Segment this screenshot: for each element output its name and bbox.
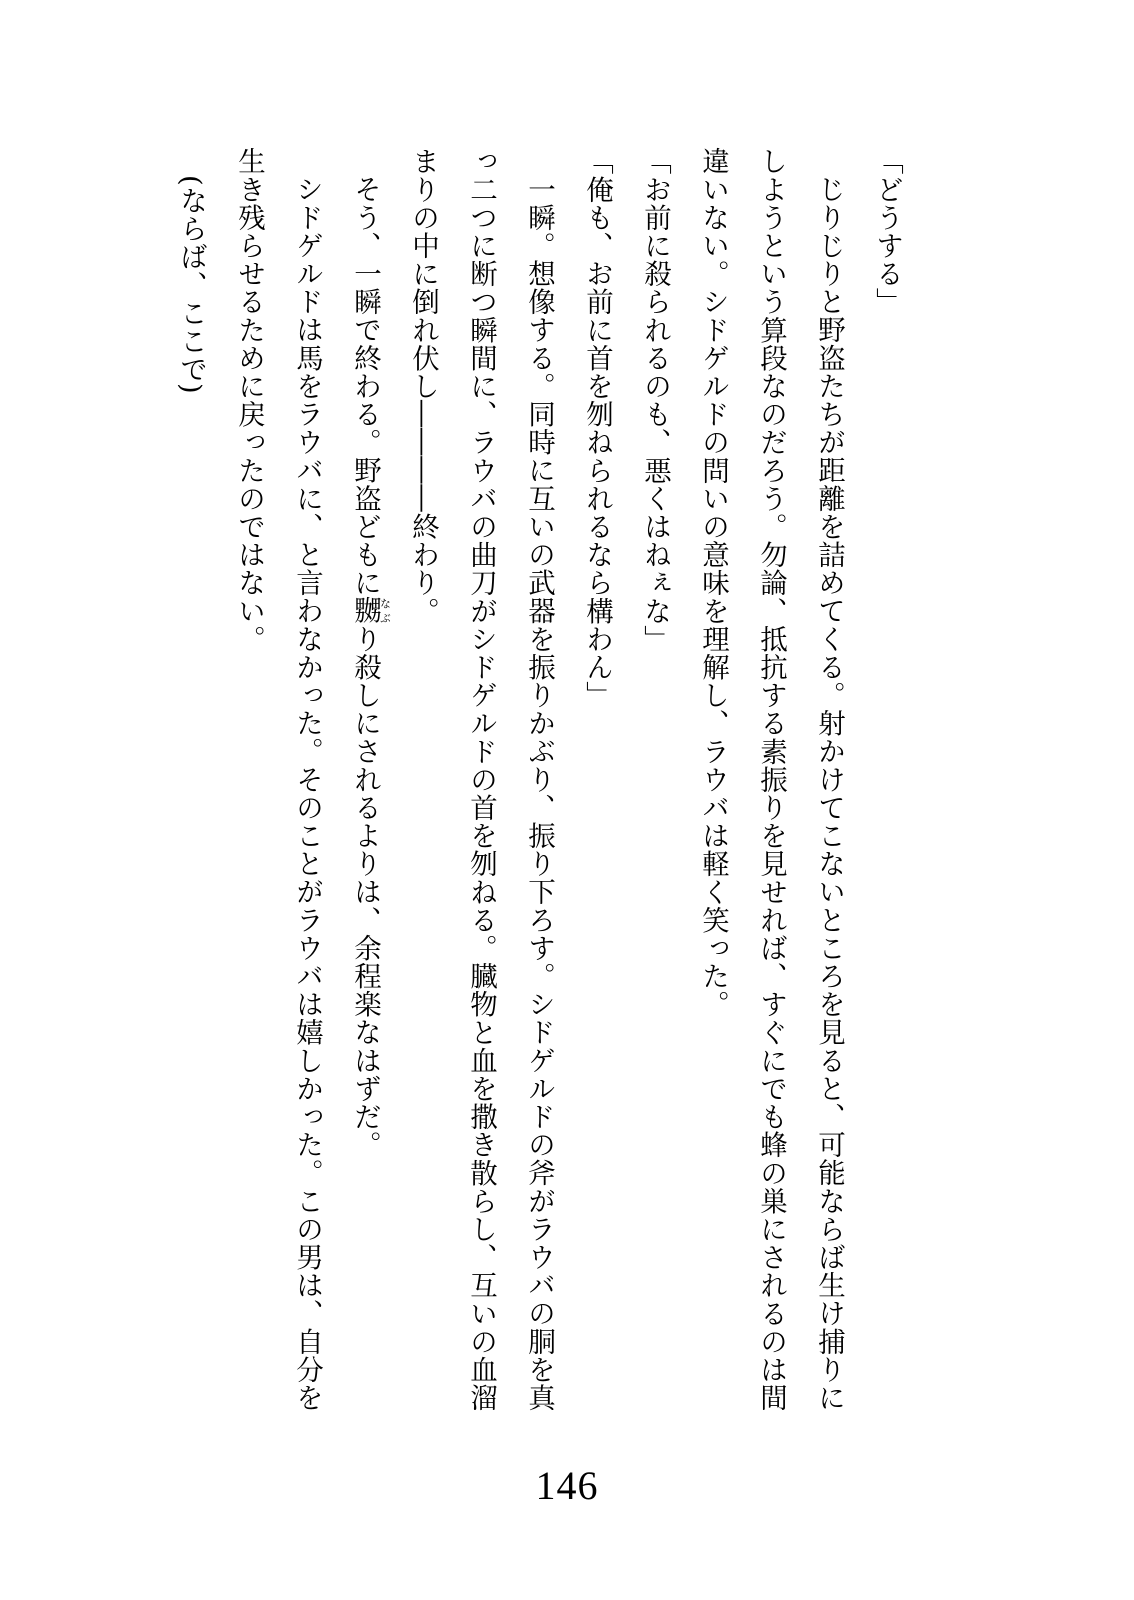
text-line: じりじりと野盗たちが距離を詰めてくる。射かけてこないところを見ると、可能ならば生け捕りに xyxy=(813,174,845,1411)
text-line: しようという算段なのだろう。勿論、抵抗する素振りを見せれば、すぐにでも蜂の巣にされるのは間 xyxy=(755,147,787,1412)
text-line-with-ruby xyxy=(336,147,394,1272)
text-line: っ二つに断つ瞬間に、ラウバの曲刀がシドゲルドの首を刎ねる。臓物と血を撒き散らし、互いの血溜 xyxy=(465,147,497,1412)
text-line: 「どうする」 xyxy=(871,147,903,316)
page-number: 146 xyxy=(535,1463,599,1508)
text-line: 「俺も、お前に首を刎ねられるなら構わん」 xyxy=(581,147,613,709)
text-segment: そう、一瞬で終わる。野盗どもに xyxy=(349,174,381,596)
text-line: まりの中に倒れ伏し――――終わり。 xyxy=(407,147,439,625)
text-line: 一瞬。想像する。同時に互いの武器を振りかぶり、振り下ろす。シドゲルドの斧がラウバの胴を真 xyxy=(523,174,555,1411)
text-line: 「お前に殺られるのも、悪くはねぇな」 xyxy=(639,147,671,653)
vertical-text-body xyxy=(162,147,916,1412)
ruby-annotation xyxy=(349,596,392,625)
ruby-reading: なぶ xyxy=(378,596,392,625)
text-line: (ならば、ここで) xyxy=(175,174,207,394)
ruby-base: 嬲 xyxy=(349,596,381,625)
text-line: 違いない。シドゲルドの問いの意味を理解し、ラウバは軽く笑った。 xyxy=(697,147,729,1019)
text-segment: り殺しにされるよりは、余程楽なはずだ。 xyxy=(349,624,381,1159)
text-line: 生き残らせるために戻ったのではない。 xyxy=(233,147,265,653)
text-line: シドゲルドは馬をラウバに、と言わなかった。そのことがラウバは嬉しかった。この男は、自分を xyxy=(291,174,323,1411)
